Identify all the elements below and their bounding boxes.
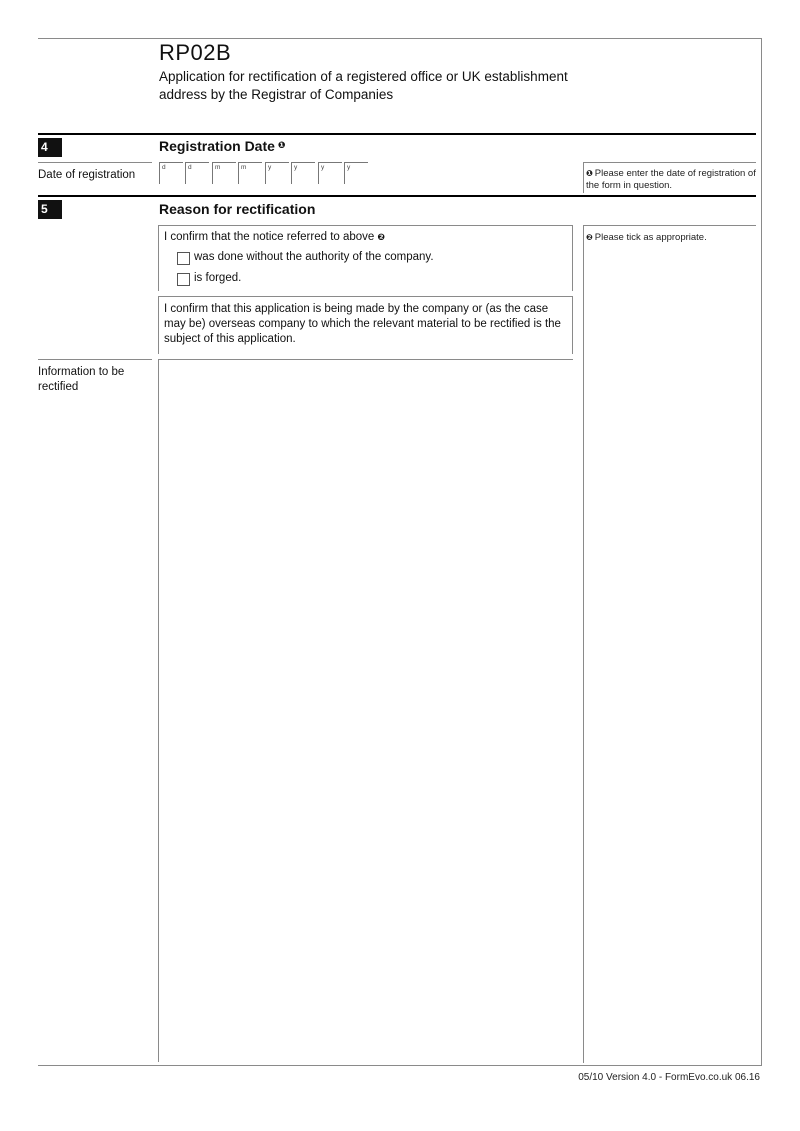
not-authorised-checkbox[interactable] (177, 252, 190, 265)
date-year-4-caption: y (347, 164, 351, 171)
date-month-1-caption: m (215, 164, 221, 171)
date-day-2-caption: d (188, 164, 192, 171)
date-year-2-caption: y (294, 164, 298, 171)
section-5-rule (38, 195, 756, 197)
date-year-2[interactable] (291, 162, 315, 184)
date-of-registration-label: Date of registration (38, 169, 136, 181)
confirm-application-text: I confirm that this application is being made by the company or (as the case may be) overseas company to which the relevant material to be rectified is the subject of this application. (164, 303, 561, 345)
information-to-be-rectified-label: Information to be rectified (38, 366, 125, 393)
date-month-2[interactable] (238, 162, 262, 184)
date-day-2[interactable] (185, 162, 209, 184)
section-5-heading: Reason for rectification (159, 201, 316, 217)
panel-2-left-rule (158, 296, 159, 354)
panel-1-right-rule (572, 225, 573, 291)
form-title: Application for rectification of a registered office or UK establishment address by the Registrar of Companies (159, 69, 568, 102)
form-code: RP02B (159, 40, 232, 65)
panel-2-top-rule (158, 296, 573, 297)
note-1-side-marker: ❶ (586, 169, 593, 178)
section-4-badge: 4 (38, 138, 62, 157)
note-1-left-rule (583, 162, 584, 193)
note-2-top-rule (583, 225, 756, 226)
note-2-text: Please tick as appropriate. (594, 232, 707, 243)
confirm-notice-label: I confirm that the notice referred to above (164, 231, 375, 243)
not-authorised-label: was done without the authority of the company. (194, 251, 434, 263)
note-2-marker: ❷ (377, 232, 385, 242)
bottom-rule (38, 1065, 762, 1066)
date-day-1[interactable] (159, 162, 183, 184)
section-4-rule (38, 133, 756, 135)
confirm-notice-text (164, 230, 385, 245)
date-month-1[interactable] (212, 162, 236, 184)
section-5-badge: 5 (38, 200, 62, 219)
info-label-rule (38, 359, 152, 360)
note-1-top-rule (583, 162, 756, 163)
note-2 (586, 232, 756, 244)
date-year-3-caption: y (321, 164, 325, 171)
date-day-1-caption: d (162, 164, 166, 171)
version-footer: 05/10 Version 4.0 - FormEvo.co.uk 06.16 (578, 1072, 760, 1083)
section-4-heading-text: Registration Date (159, 138, 275, 154)
note-1-text: Please enter the date of registration of the form in question. (586, 168, 756, 191)
date-year-4[interactable] (344, 162, 368, 184)
panel-1-top-rule (158, 225, 573, 226)
date-year-1[interactable] (265, 162, 289, 184)
section-4-heading (159, 138, 286, 154)
section-4-label-rule (38, 162, 152, 163)
information-to-be-rectified-field[interactable] (159, 360, 572, 1060)
date-year-3[interactable] (318, 162, 342, 184)
forged-label: is forged. (194, 272, 242, 284)
note-1-marker: ❶ (277, 140, 286, 150)
top-rule (38, 38, 762, 39)
note-2-left-rule (583, 225, 584, 1063)
date-year-1-caption: y (268, 164, 272, 171)
note-1 (586, 168, 756, 192)
right-frame (761, 38, 762, 1065)
forged-checkbox[interactable] (177, 273, 190, 286)
panel-1-left-rule (158, 225, 159, 291)
date-month-2-caption: m (241, 164, 247, 171)
note-2-side-marker: ❷ (586, 233, 593, 242)
panel-2-right-rule (572, 296, 573, 354)
